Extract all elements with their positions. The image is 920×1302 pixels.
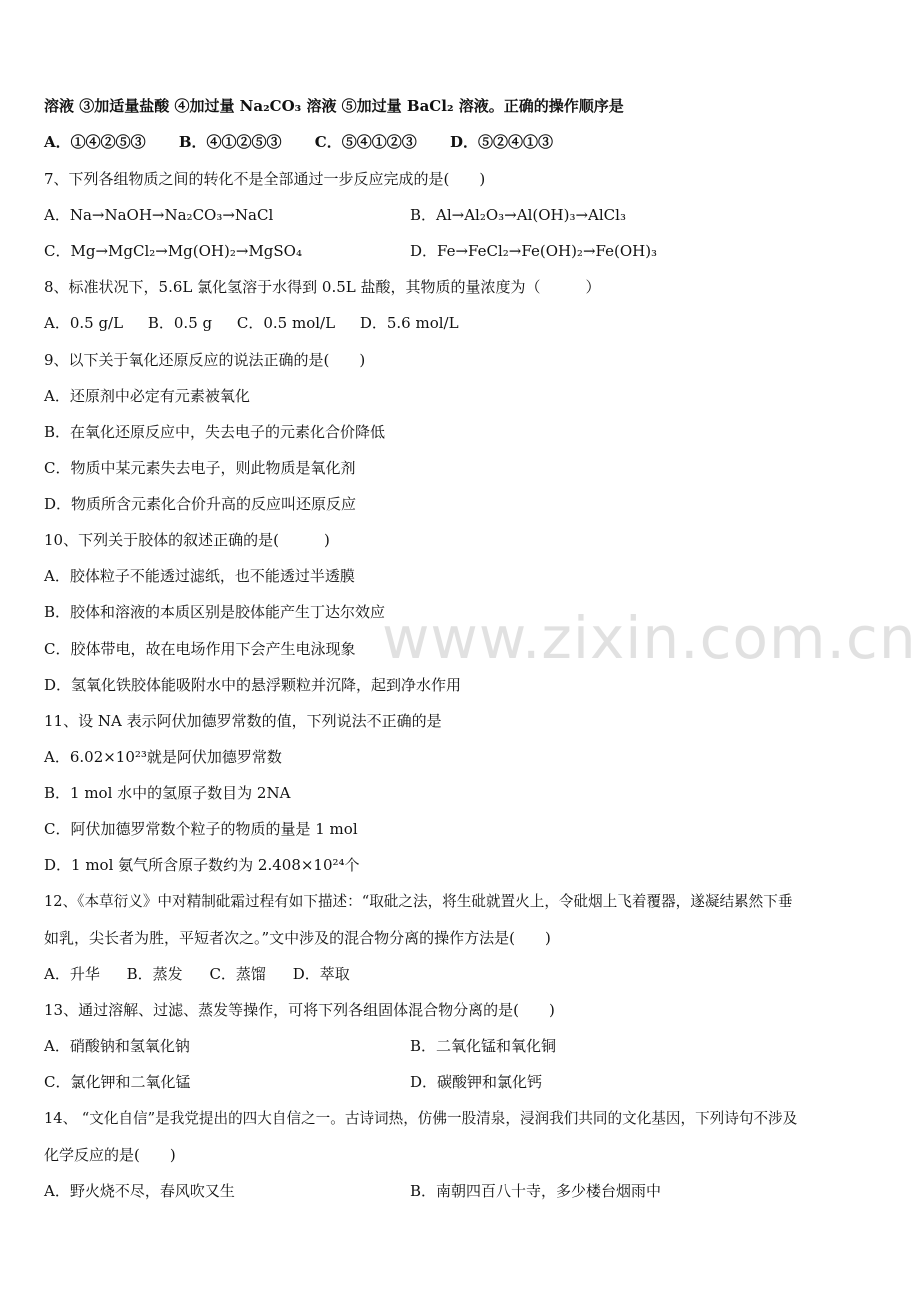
q8-option-c: C．0.5 mol/L: [236, 314, 336, 332]
q12-option-b: B．蒸发: [126, 965, 183, 983]
q12-option-c: C．蒸馏: [209, 965, 266, 983]
q6-option-b: B．④①②⑤③: [178, 133, 282, 151]
q6-options: [44, 132, 553, 152]
q11-option-b: B．1 mol 水中的氢原子数目为 2NA: [44, 784, 291, 802]
q7-option-b: B．Al→Al₂O₃→Al(OH)₃→AlCl₃: [410, 206, 626, 224]
q14-stem-line1: 14、 “文化自信”是我党提出的四大自信之一。古诗词热，仿佛一股清泉，浸润我们共同的文化基因，下列诗句不涉及: [44, 1110, 798, 1127]
q9-option-c: C．物质中某元素失去电子，则此物质是氧化剂: [44, 459, 356, 477]
q7-option-d: D．Fe→FeCl₂→Fe(OH)₂→Fe(OH)₃: [410, 242, 658, 260]
q12-stem-line1: 12、《本草衍义》中对精制砒霜过程有如下描述：“取砒之法，将生砒就置火上，令砒烟上飞着覆器，遂凝结累然下垂: [44, 893, 793, 910]
q10-option-c: C．胶体带电，故在电场作用下会产生电泳现象: [44, 640, 356, 658]
q10-stem: 10、下列关于胶体的叙述正确的是( ): [44, 531, 330, 549]
q13-row2: [44, 1072, 543, 1092]
watermark: www.zixin.com.cn: [382, 604, 917, 672]
q8-option-a: A．0.5 g/L: [44, 314, 124, 332]
q6-option-d: D．⑤②④①③: [449, 133, 553, 151]
q7-option-c: C．Mg→MgCl₂→Mg(OH)₂→MgSO₄: [44, 242, 302, 260]
q10-option-a: A．胶体粒子不能透过滤纸，也不能透过半透膜: [44, 567, 355, 585]
q8-option-b: B．0.5 g: [147, 314, 213, 332]
q6-option-a: A．①④②⑤③: [44, 133, 146, 151]
q11-option-a: A．6.02×10²³就是阿伏加德罗常数: [44, 748, 282, 766]
q13-row1: [44, 1036, 557, 1056]
q14-option-b: B．南朝四百八十寺，多少楼台烟雨中: [410, 1182, 662, 1200]
q8-options: [44, 313, 459, 333]
q11-stem: 11、设 NA 表示阿伏加德罗常数的值，下列说法不正确的是: [44, 712, 442, 730]
q13-option-a: A．硝酸钠和氢氧化钠: [44, 1037, 190, 1055]
q14-option-a: A．野火烧不尽，春风吹又生: [44, 1182, 235, 1200]
q11-option-c: C．阿伏加德罗常数个粒子的物质的量是 1 mol: [44, 820, 358, 838]
q7-row1: [44, 205, 626, 225]
q14-stem-line2: 化学反应的是( ): [44, 1146, 176, 1164]
q10-option-b: B．胶体和溶液的本质区别是胶体能产生丁达尔效应: [44, 603, 386, 621]
q9-option-b: B．在氧化还原反应中，失去电子的元素化合价降低: [44, 423, 386, 441]
q7-stem: 7、下列各组物质之间的转化不是全部通过一步反应完成的是( ): [44, 170, 486, 188]
q6-option-c: C．⑤④①②③: [314, 133, 417, 151]
q12-options: [44, 964, 350, 984]
q9-option-d: D．物质所含元素化合价升高的反应叫还原反应: [44, 495, 357, 513]
q9-option-a: A．还原剂中必定有元素被氧化: [44, 387, 250, 405]
q13-stem: 13、通过溶解、过滤、蒸发等操作，可将下列各组固体混合物分离的是( ): [44, 1001, 555, 1019]
q8-option-d: D．5.6 mol/L: [359, 314, 459, 332]
q12-stem-line2: 如乳，尖长者为胜，平短者次之。”文中涉及的混合物分离的操作方法是( ): [44, 929, 551, 947]
q13-option-d: D．碳酸钾和氯化钙: [410, 1073, 543, 1091]
q12-option-d: D．萃取: [292, 965, 350, 983]
q7-row2: [44, 241, 658, 261]
q10-option-d: D．氢氧化铁胶体能吸附水中的悬浮颗粒并沉降，起到净水作用: [44, 676, 462, 694]
q11-option-d: D．1 mol 氨气所含原子数约为 2.408×10²⁴个: [44, 856, 360, 874]
q7-option-a: A．Na→NaOH→Na₂CO₃→NaCl: [44, 206, 274, 224]
q9-stem: 9、以下关于氧化还原反应的说法正确的是( ): [44, 351, 366, 369]
q6-stem-tail: 溶液 ③加适量盐酸 ④加过量 Na₂CO₃ 溶液 ⑤加过量 BaCl₂ 溶液。正确的操作顺序是: [44, 97, 624, 115]
q8-stem: 8、标准状况下，5.6L 氯化氢溶于水得到 0.5L 盐酸，其物质的量浓度为（ ）: [44, 278, 601, 296]
q14-row1: [44, 1181, 662, 1201]
q12-option-a: A．升华: [44, 965, 100, 983]
q13-option-c: C．氯化钾和二氧化锰: [44, 1073, 191, 1091]
q13-option-b: B．二氧化锰和氧化铜: [410, 1037, 557, 1055]
